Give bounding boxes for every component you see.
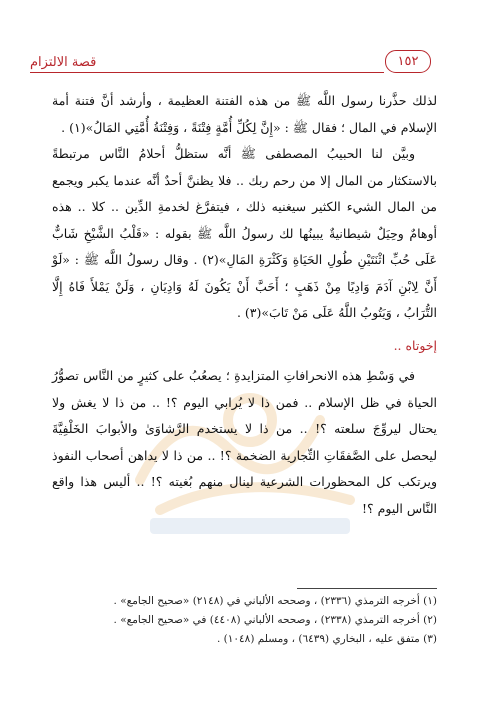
footnote-separator	[297, 588, 437, 589]
footnote-1: (١) أخرجه الترمذي (٢٣٣٦) ، وصححه الألباني في (٢١٤٨) «صحيح الجامع» .	[113, 595, 437, 607]
page-number-badge: ١٥٢	[385, 50, 431, 73]
paragraph-3: في وَسْطِ هذه الانحرافاتِ المتزايدةِ ؛ يصعُبُ على كثيرٍ من النَّاس تصوُّرُ الحياة في ظل الإسلام .. فمن ذا لا يُرابي اليوم ؟! .. من ذا لا يغش ولا يحتال ليروِّجَ سلعته ؟! .. من ذا لا يستخدم الرَّشاوَىٰ والأبوابَ الخَلْفِيَّةَ ليحصل على الصَّفقَاتِ التِّجارية الضخمة ؟! .. من ذا لا يداهن أصحاب النفوذ ويرتكب كل المحظورات الشرعية لينال منهم بُغيته ؟! .. أليس هذا واقع النَّاس اليوم ؟!	[52, 368, 437, 516]
paragraph-2: وبيَّن لنا الحبيبُ المصطفى ﷺ أنَّه ستظلُّ أحلامُ النَّاس مرتبطةً بالاستكثار من المال إلا من رحم ربك .. فلا يظننَّ أحدٌ أنَّه عندما يكبر ويجمع من المال الشيء الكثير سيغنيه ذلك ، فيتفرَّغ لخدمةِ الدِّين .. كلا .. هذه أوهامٌ وحِيَلٌ شيطانيةٌ يبينُها لك رسولُ اللَّه ﷺ بقوله : «قَلْبُ الشَّيْخِ شَابٌّ عَلَى حُبِّ اثْنَتَيْنِ طُولِ الحَيَاةِ وَكَثْرَةِ المَالِ»(٢) . وقال رسولُ اللَّه ﷺ : «لَوْ أَنَّ لِابْنِ آدَمَ وَادِيًا مِنْ ذَهَبٍ ؛ أَحَبَّ أَنْ يَكُونَ لَهُ وَادِيَانِ ، وَلَنْ يَمْلأَ فَاهُ إِلَّا التُّرَابُ ، وَيَتُوبُ اللَّهُ عَلَى مَنْ تَابَ»(٣) .	[52, 146, 437, 320]
main-text	[52, 88, 437, 522]
footnote-3: (٣) متفق عليه ، البخاري (٦٤٣٩) ، ومسلم (١٠٤٨) .	[216, 633, 437, 645]
header-rule	[30, 72, 384, 73]
section-heading: إخوتاه ..	[393, 337, 437, 353]
footnote-2: (٢) أخرجه الترمذي (٢٣٣٨) ، وصححه الألباني (٤٤٠٨) في «صحيح الجامع» .	[113, 614, 437, 626]
footnotes	[47, 592, 437, 649]
running-title: قصة الالتزام	[30, 55, 97, 70]
paragraph-1: لذلك حذَّرنا رسول اللَّه ﷺ من هذه الفتنة العظيمة ، وأرشد أنَّ فتنة أمة الإسلام في المال ؛ فقال ﷺ : «إِنَّ لِكُلِّ أُمَّةٍ فِتْنَةً ، وَفِتْنَةُ أُمَّتِي المَالُ»(١) .	[52, 93, 437, 135]
